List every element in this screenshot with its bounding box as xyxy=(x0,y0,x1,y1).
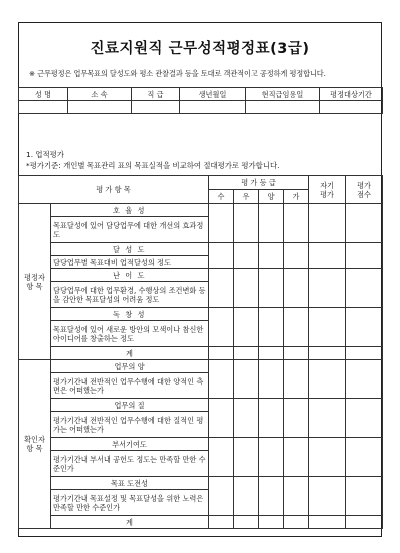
rate-cell[interactable] xyxy=(209,399,234,438)
rate-cell[interactable] xyxy=(259,477,284,516)
grade-ga: 가 xyxy=(284,190,309,204)
department-field[interactable] xyxy=(68,101,132,114)
rate-cell[interactable] xyxy=(284,243,309,269)
rate-cell[interactable] xyxy=(209,269,234,308)
total-cell[interactable] xyxy=(346,347,383,360)
score-cell[interactable] xyxy=(346,477,383,516)
header-grade: 직 급 xyxy=(132,88,180,101)
rater-total-label: 계 xyxy=(51,347,209,360)
rate-cell[interactable] xyxy=(259,204,284,243)
total-cell[interactable] xyxy=(284,516,309,529)
confirmer-item-title: 업무의 질 xyxy=(51,399,209,412)
rate-cell[interactable] xyxy=(234,269,259,308)
rate-cell[interactable] xyxy=(284,360,309,399)
rate-cell[interactable] xyxy=(234,243,259,269)
rater-item-title: 난 이 도 xyxy=(51,269,209,282)
rater-item-title: 독 창 성 xyxy=(51,308,209,321)
rate-cell[interactable] xyxy=(284,308,309,347)
item-header: 평 가 항 목 xyxy=(19,176,209,204)
rate-cell[interactable] xyxy=(259,360,284,399)
rate-cell[interactable] xyxy=(284,438,309,477)
birthdate-field[interactable] xyxy=(180,101,246,114)
rate-cell[interactable] xyxy=(234,477,259,516)
total-cell[interactable] xyxy=(259,347,284,360)
rater-item-desc: 담당업무별 목표대비 업적달성의 정도 xyxy=(51,256,209,269)
rate-cell[interactable] xyxy=(234,438,259,477)
confirmer-total-label: 계 xyxy=(51,516,209,529)
confirmer-item-title: 업무의 양 xyxy=(51,360,209,373)
personal-info-table xyxy=(18,87,383,114)
confirmer-item-title: 부서기여도 xyxy=(51,438,209,451)
rate-cell[interactable] xyxy=(234,204,259,243)
score-cell[interactable] xyxy=(346,438,383,477)
score-cell[interactable] xyxy=(346,269,383,308)
section-header xyxy=(26,150,279,171)
rate-cell[interactable] xyxy=(284,399,309,438)
self-eval-cell[interactable] xyxy=(309,399,346,438)
total-cell[interactable] xyxy=(259,516,284,529)
rate-cell[interactable] xyxy=(259,438,284,477)
appointment-date-field[interactable] xyxy=(246,101,320,114)
total-cell[interactable] xyxy=(346,516,383,529)
self-eval-cell[interactable] xyxy=(309,477,346,516)
total-cell[interactable] xyxy=(309,516,346,529)
grade-u: 우 xyxy=(234,190,259,204)
confirmer-group-label: 확인자 항 목 xyxy=(19,360,51,529)
rate-cell[interactable] xyxy=(209,243,234,269)
rate-cell[interactable] xyxy=(284,477,309,516)
rater-item-title: 달 성 도 xyxy=(51,243,209,256)
evaluation-table xyxy=(18,175,383,529)
header-appointment-date: 현직급임용일 xyxy=(246,88,320,101)
self-eval-cell[interactable] xyxy=(309,360,346,399)
evaluation-form xyxy=(18,22,382,537)
header-period: 평정대상기간 xyxy=(320,88,383,101)
self-eval-cell[interactable] xyxy=(309,269,346,308)
name-field[interactable] xyxy=(19,101,68,114)
rate-cell[interactable] xyxy=(209,308,234,347)
rate-cell[interactable] xyxy=(259,243,284,269)
rater-item-title: 호 율 성 xyxy=(51,204,209,217)
period-field[interactable] xyxy=(320,101,383,114)
confirmer-item-desc: 평가기간내 전반적인 업무수행에 대한 양적인 측면은 어떠했는가 xyxy=(51,373,209,399)
confirmer-item-desc: 평가기간내 부서내 공헌도 정도는 만족할 만한 수준인가 xyxy=(51,451,209,477)
rater-item-desc: 목표달성에 있어 새로운 방안의 모색이나 참신한 아이디어를 창출하는 정도 xyxy=(51,321,209,347)
header-department: 소 속 xyxy=(68,88,132,101)
score-cell[interactable] xyxy=(346,360,383,399)
self-eval-cell[interactable] xyxy=(309,204,346,243)
self-eval-cell[interactable] xyxy=(309,438,346,477)
rate-cell[interactable] xyxy=(234,308,259,347)
rate-cell[interactable] xyxy=(284,269,309,308)
rate-cell[interactable] xyxy=(259,269,284,308)
grade-header: 평 가 등 급 xyxy=(209,176,309,190)
rate-cell[interactable] xyxy=(259,308,284,347)
grade-su: 수 xyxy=(209,190,234,204)
total-cell[interactable] xyxy=(234,347,259,360)
rate-cell[interactable] xyxy=(234,360,259,399)
confirmer-item-desc: 평가기간내 목표설정 및 목표달성을 위한 노력은 만족할 만한 수준인가 xyxy=(51,490,209,516)
rate-cell[interactable] xyxy=(209,438,234,477)
score-header: 평가 점수 xyxy=(346,176,383,204)
self-eval-cell[interactable] xyxy=(309,243,346,269)
rater-group-label: 평정자 항 목 xyxy=(19,204,51,360)
rate-cell[interactable] xyxy=(234,399,259,438)
score-cell[interactable] xyxy=(346,204,383,243)
self-eval-cell[interactable] xyxy=(309,308,346,347)
self-eval-header: 자기 평가 xyxy=(309,176,346,204)
total-cell[interactable] xyxy=(284,347,309,360)
section-heading: 1. 업적평가 xyxy=(26,150,64,159)
score-cell[interactable] xyxy=(346,399,383,438)
form-note: ※ 근무평정은 업무목표의 달성도와 평소 관찰결과 등을 토대로 객관적이고 공정하게 평정합니다. xyxy=(29,69,326,78)
rater-item-desc: 목표달성에 있어 담당업무에 대한 개선의 효과정도 xyxy=(51,217,209,243)
grade-yang: 양 xyxy=(259,190,284,204)
section-criteria: *평가기준: 개인별 목표관리 표의 목표실적을 비교하여 절대평가로 평가합니다. xyxy=(26,160,280,170)
total-cell[interactable] xyxy=(209,347,234,360)
confirmer-item-desc: 평가기간내 전반적인 업무수행에 대한 질적인 평가는 어떠했는가 xyxy=(51,412,209,438)
header-name: 성 명 xyxy=(19,88,68,101)
rate-cell[interactable] xyxy=(259,399,284,438)
confirmer-item-title: 목표 도전성 xyxy=(51,477,209,490)
rater-item-desc: 담당업무에 대한 업무환경, 수행상의 조건변화 등을 감안한 목표달성의 어려움 정도 xyxy=(51,282,209,308)
rate-cell[interactable] xyxy=(209,204,234,243)
total-cell[interactable] xyxy=(309,347,346,360)
form-title: 진료지원직 근무성적평정표(3급) xyxy=(90,41,310,57)
score-cell[interactable] xyxy=(346,308,383,347)
total-cell[interactable] xyxy=(234,516,259,529)
rate-cell[interactable] xyxy=(284,204,309,243)
rate-cell[interactable] xyxy=(209,360,234,399)
score-cell[interactable] xyxy=(346,243,383,269)
total-cell[interactable] xyxy=(209,516,234,529)
rate-cell[interactable] xyxy=(209,477,234,516)
grade-field[interactable] xyxy=(132,101,180,114)
header-birthdate: 생년월일 xyxy=(180,88,246,101)
